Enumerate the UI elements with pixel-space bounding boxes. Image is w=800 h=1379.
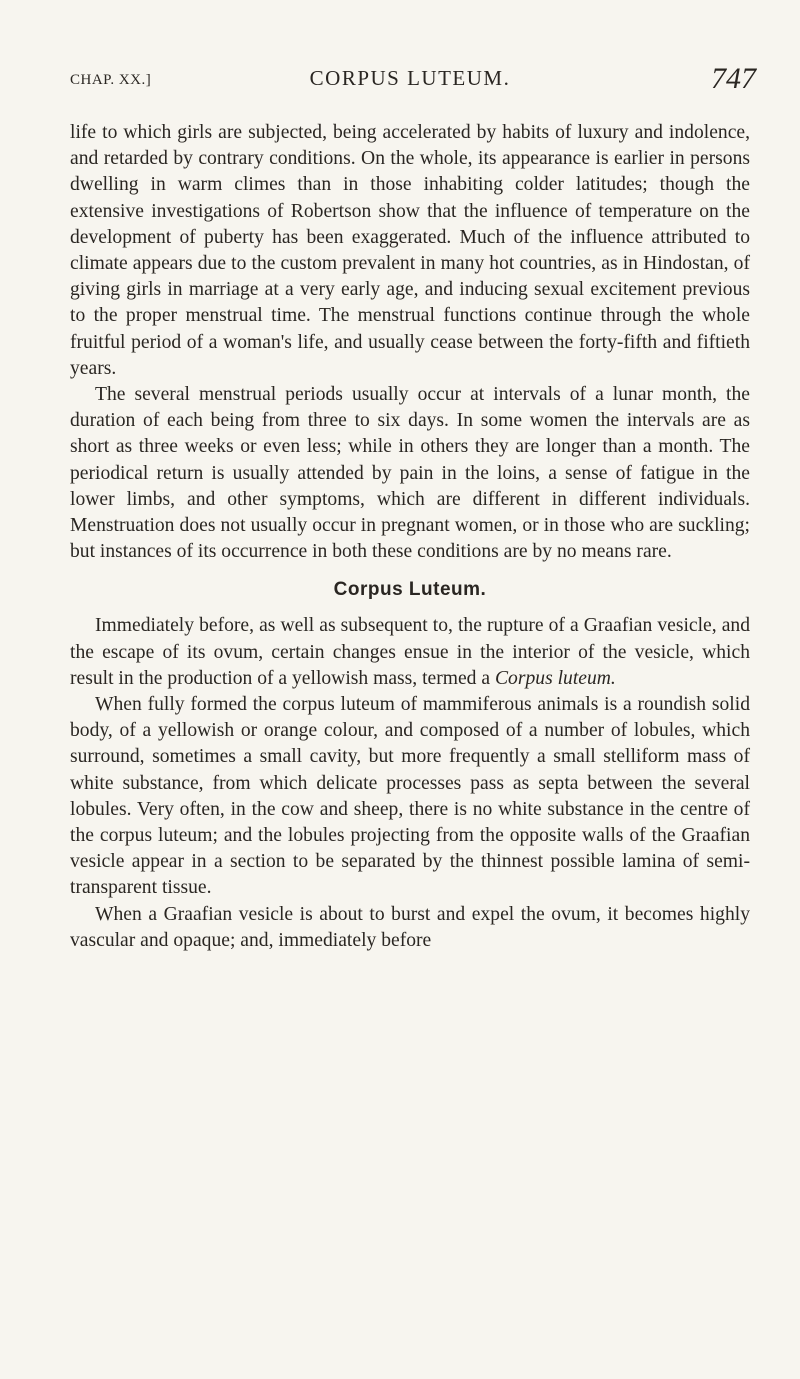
section-heading: Corpus Luteum. — [333, 579, 487, 601]
running-head — [70, 62, 756, 106]
intro-text: Immediately before, as well as subsequent to, the rupture of a Graafian vesicle, and the escape of its ovum, certain changes ensue in the interior of the vesicle, which result in the production of a yellowish mass, termed a — [70, 615, 750, 689]
chapter-label: CHAP. XX.] — [70, 72, 152, 88]
page-number: 747 — [711, 62, 756, 95]
paragraph-graafian-vesicle: When a Graafian vesicle is about to burst and expel the ovum, it becomes highly vascular and opaque; and, immediately before — [70, 903, 750, 951]
body-text — [70, 120, 750, 954]
paragraph-continued: life to which girls are subjected, being accelerated by habits of luxury and indolence, and retarded by contrary conditions. On the whole, its appearance is earlier in persons dwelling in warm climes than in those inhabiting colder latitudes; though the extensive investigations of Robertson show that the influence of temperature on the development of puberty has been exaggerated. Much of the influence attributed to climate appears due to the custom prevalent in many hot countries, as in Hindostan, of giving girls in marriage at a very early age, and inducing sexual excitement previous to the proper menstrual time. The menstrual functions continue through the whole fruitful period of a woman's life, and usually cease between the forty-fifth and fiftieth years. — [70, 122, 750, 379]
paragraph-menstrual-periods: The several menstrual periods usually occur at intervals of a lunar month, the duration of each being from three to six days. In some women the intervals are as short as three weeks or even less; while in others they are longer than a month. The periodical return is usually attended by pain in the loins, a sense of fatigue in the lower limbs, and other symptoms, which are different in different individuals. Menstruation does not usually occur in pregnant women, or in those who are suckling; but instances of its occurrence in both these conditions are by no means rare. — [70, 384, 750, 563]
running-title: CORPUS LUTEUM. — [309, 66, 511, 90]
paragraph-corpus-luteum-intro — [70, 613, 750, 692]
term-corpus-luteum: Corpus luteum. — [494, 667, 616, 689]
paragraph-corpus-luteum-structure: When fully formed the corpus luteum of mammiferous animals is a roundish solid body, of a yellowish or orange colour, and composed of a number of lobules, which surround, sometimes a small cavity, but more frequently a small stelliform mass of white substance, from which delicate processes pass as septa between the several lobules. Very often, in the cow and sheep, there is no white substance in the centre of the corpus luteum; and the lobules projecting from the opposite walls of the Graafian vesicle appear in a section to be separated by the thinnest possible lamina of semi-transparent tissue. — [70, 694, 750, 899]
